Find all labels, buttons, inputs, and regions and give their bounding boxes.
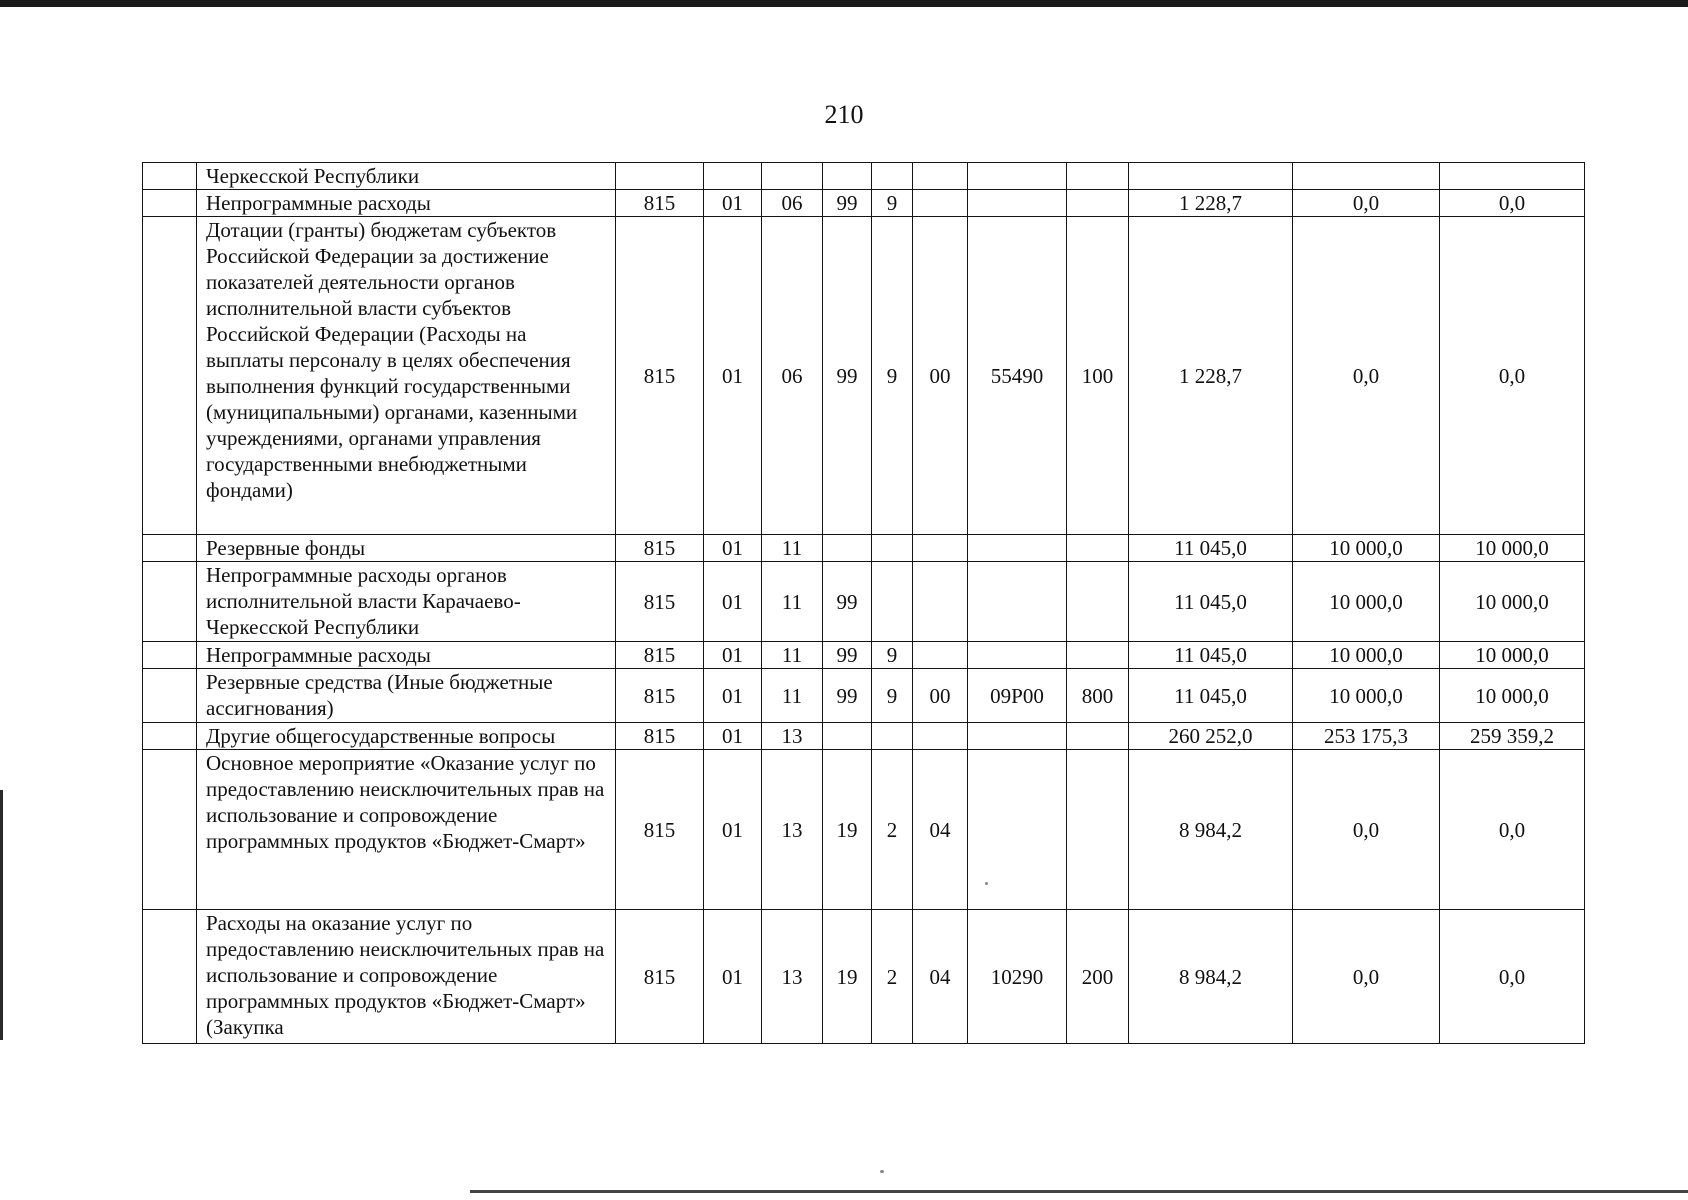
code-activity: 00 <box>913 217 968 535</box>
code-admin: 815 <box>616 750 704 910</box>
row-name: Расходы на оказание услуг по предоставлению неисключительных прав на использование и сопровождение программных продуктов «Бюджет-Смарт» (Закупка <box>197 910 616 1044</box>
code-activity: 00 <box>913 669 968 723</box>
row-name: Непрограммные расходы органов исполнительной власти Карачаево-Черкесской Республики <box>197 562 616 642</box>
amount-year-1: 8 984,2 <box>1129 750 1293 910</box>
code-program: 99 <box>823 562 872 642</box>
code-expense-type <box>1067 163 1129 190</box>
code-activity <box>913 723 968 750</box>
code-subsection: 06 <box>762 217 823 535</box>
amount-year-1: 1 228,7 <box>1129 217 1293 535</box>
amount-year-1: 1 228,7 <box>1129 190 1293 217</box>
code-activity <box>913 163 968 190</box>
amount-year-1: 11 045,0 <box>1129 562 1293 642</box>
code-subsection: 13 <box>762 750 823 910</box>
amount-year-1: 11 045,0 <box>1129 535 1293 562</box>
scan-top-border <box>0 0 1688 7</box>
code-subsection: 11 <box>762 642 823 669</box>
amount-year-1: 11 045,0 <box>1129 642 1293 669</box>
code-program: 99 <box>823 217 872 535</box>
code-direction <box>968 642 1067 669</box>
code-direction <box>968 190 1067 217</box>
page-number: 210 <box>824 100 864 129</box>
code-expense-type <box>1067 750 1129 910</box>
code-direction <box>968 723 1067 750</box>
amount-year-3: 10 000,0 <box>1440 642 1585 669</box>
table-row <box>143 750 1585 910</box>
code-program <box>823 535 872 562</box>
code-program: 99 <box>823 642 872 669</box>
code-subprogram: 9 <box>872 190 913 217</box>
code-expense-type <box>1067 535 1129 562</box>
amount-year-3: 0,0 <box>1440 750 1585 910</box>
scan-speck <box>880 1170 884 1173</box>
code-direction: 10290 <box>968 910 1067 1044</box>
code-direction <box>968 562 1067 642</box>
code-program <box>823 163 872 190</box>
amount-year-2: 0,0 <box>1293 750 1440 910</box>
table-row <box>143 190 1585 217</box>
row-index-cell <box>143 750 197 910</box>
code-activity <box>913 535 968 562</box>
table-row <box>143 163 1585 190</box>
row-name: Непрограммные расходы <box>197 190 616 217</box>
code-subsection: 13 <box>762 910 823 1044</box>
code-direction <box>968 163 1067 190</box>
code-admin <box>616 163 704 190</box>
amount-year-3: 0,0 <box>1440 190 1585 217</box>
code-subsection: 11 <box>762 535 823 562</box>
amount-year-1: 11 045,0 <box>1129 669 1293 723</box>
amount-year-1: 260 252,0 <box>1129 723 1293 750</box>
code-expense-type <box>1067 723 1129 750</box>
amount-year-2: 253 175,3 <box>1293 723 1440 750</box>
table-row <box>143 642 1585 669</box>
code-subprogram: 9 <box>872 669 913 723</box>
code-expense-type: 200 <box>1067 910 1129 1044</box>
code-section: 01 <box>704 535 762 562</box>
amount-year-2: 0,0 <box>1293 217 1440 535</box>
code-direction <box>968 750 1067 910</box>
code-admin: 815 <box>616 910 704 1044</box>
table-row <box>143 535 1585 562</box>
row-name: Резервные средства (Иные бюджетные ассигнования) <box>197 669 616 723</box>
row-index-cell <box>143 642 197 669</box>
table-row <box>143 562 1585 642</box>
code-admin: 815 <box>616 535 704 562</box>
amount-year-3: 259 359,2 <box>1440 723 1585 750</box>
code-section: 01 <box>704 910 762 1044</box>
scan-left-border <box>0 790 3 1040</box>
row-index-cell <box>143 163 197 190</box>
row-index-cell <box>143 723 197 750</box>
amount-year-2: 0,0 <box>1293 910 1440 1044</box>
amount-year-3: 0,0 <box>1440 910 1585 1044</box>
code-expense-type: 100 <box>1067 217 1129 535</box>
table-row <box>143 669 1585 723</box>
row-index-cell <box>143 190 197 217</box>
code-expense-type: 800 <box>1067 669 1129 723</box>
table-row <box>143 910 1585 1044</box>
code-section: 01 <box>704 750 762 910</box>
code-section: 01 <box>704 723 762 750</box>
code-admin: 815 <box>616 190 704 217</box>
code-subsection: 06 <box>762 190 823 217</box>
code-section: 01 <box>704 562 762 642</box>
code-section: 01 <box>704 217 762 535</box>
code-subprogram: 9 <box>872 642 913 669</box>
amount-year-3: 10 000,0 <box>1440 535 1585 562</box>
budget-table <box>142 162 1585 1044</box>
code-subprogram <box>872 562 913 642</box>
code-admin: 815 <box>616 723 704 750</box>
code-section: 01 <box>704 190 762 217</box>
code-subsection <box>762 163 823 190</box>
row-index-cell <box>143 910 197 1044</box>
code-admin: 815 <box>616 217 704 535</box>
row-name: Резервные фонды <box>197 535 616 562</box>
code-subsection: 13 <box>762 723 823 750</box>
amount-year-1 <box>1129 163 1293 190</box>
code-subprogram: 2 <box>872 750 913 910</box>
code-subprogram <box>872 723 913 750</box>
row-index-cell <box>143 669 197 723</box>
code-program: 19 <box>823 910 872 1044</box>
code-section: 01 <box>704 642 762 669</box>
code-activity <box>913 562 968 642</box>
amount-year-2: 10 000,0 <box>1293 562 1440 642</box>
code-direction: 09P00 <box>968 669 1067 723</box>
amount-year-1: 8 984,2 <box>1129 910 1293 1044</box>
amount-year-2: 10 000,0 <box>1293 669 1440 723</box>
code-admin: 815 <box>616 669 704 723</box>
code-admin: 815 <box>616 642 704 669</box>
row-index-cell <box>143 535 197 562</box>
code-subprogram: 9 <box>872 217 913 535</box>
code-activity <box>913 190 968 217</box>
code-activity: 04 <box>913 750 968 910</box>
code-subprogram <box>872 163 913 190</box>
code-subprogram <box>872 535 913 562</box>
table-row <box>143 217 1585 535</box>
code-direction <box>968 535 1067 562</box>
code-direction: 55490 <box>968 217 1067 535</box>
scan-bottom-line <box>470 1190 1688 1193</box>
amount-year-3: 10 000,0 <box>1440 669 1585 723</box>
code-expense-type <box>1067 642 1129 669</box>
row-index-cell <box>143 562 197 642</box>
code-program: 99 <box>823 190 872 217</box>
row-name: Основное мероприятие «Оказание услуг по предоставлению неисключительных прав на использование и сопровождение программных продуктов «Бюджет-Смарт» <box>197 750 616 910</box>
amount-year-2: 0,0 <box>1293 190 1440 217</box>
code-subsection: 11 <box>762 669 823 723</box>
amount-year-2 <box>1293 163 1440 190</box>
amount-year-2: 10 000,0 <box>1293 535 1440 562</box>
code-subsection: 11 <box>762 562 823 642</box>
amount-year-3: 0,0 <box>1440 217 1585 535</box>
code-section: 01 <box>704 669 762 723</box>
row-name: Дотации (гранты) бюджетам субъектов Российской Федерации за достижение показателей деятельности органов исполнительной власти субъектов Российской Федерации (Расходы на выплаты персоналу в целях обеспечения выполнения функций государственными (муниципальными) органами, казенными учреждениями, органами управления государственными внебюджетными фондами) <box>197 217 616 535</box>
code-program: 19 <box>823 750 872 910</box>
amount-year-3: 10 000,0 <box>1440 562 1585 642</box>
row-index-cell <box>143 217 197 535</box>
row-name: Другие общегосударственные вопросы <box>197 723 616 750</box>
amount-year-3 <box>1440 163 1585 190</box>
code-activity <box>913 642 968 669</box>
row-name: Черкесской Республики <box>197 163 616 190</box>
code-admin: 815 <box>616 562 704 642</box>
code-expense-type <box>1067 190 1129 217</box>
code-section <box>704 163 762 190</box>
table-row <box>143 723 1585 750</box>
code-activity: 04 <box>913 910 968 1044</box>
code-expense-type <box>1067 562 1129 642</box>
row-name: Непрограммные расходы <box>197 642 616 669</box>
code-program <box>823 723 872 750</box>
amount-year-2: 10 000,0 <box>1293 642 1440 669</box>
code-program: 99 <box>823 669 872 723</box>
code-subprogram: 2 <box>872 910 913 1044</box>
